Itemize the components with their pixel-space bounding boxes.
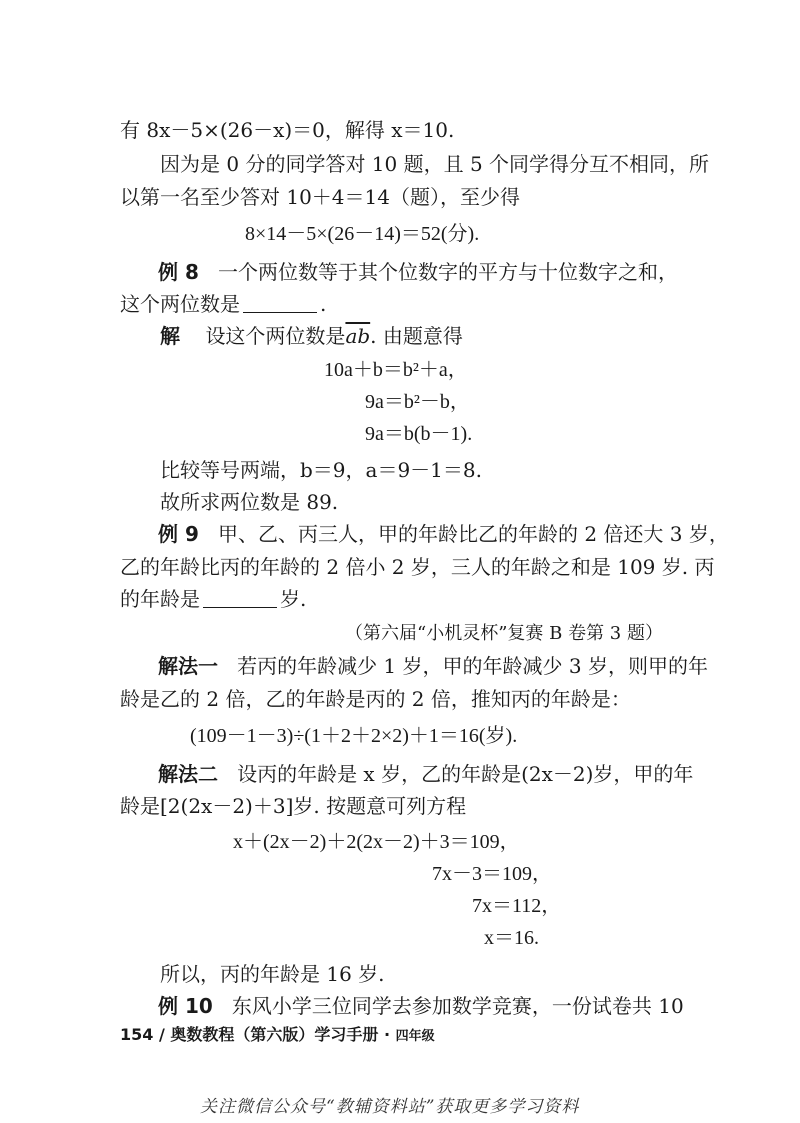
- method-label: 解法一: [158, 654, 218, 678]
- example-text: 东风小学三位同学去参加数学竞赛，一份试卷共 10: [231, 994, 684, 1018]
- equation: (109－1－3)÷(1＋2＋2×2)＋1＝16(岁).: [190, 725, 518, 747]
- example-9: [158, 520, 729, 548]
- example-text: 这个两位数是: [120, 292, 240, 316]
- text-line: 龄是乙的 2 倍，乙的年龄是丙的 2 倍，推知丙的年龄是：: [120, 687, 631, 711]
- text-line: 比较等号两端，b＝9，a＝9－1＝8.: [160, 458, 482, 482]
- equation: 7x＝112，: [472, 895, 562, 917]
- equation: 9a＝b(b－1).: [365, 423, 473, 445]
- method-label: 解法二: [158, 762, 218, 786]
- text-line: 龄是[2(2x－2)＋3]岁. 按题意可列方程: [120, 794, 467, 818]
- example-text: 一个两位数等于其个位数字的平方与十位数字之和，: [217, 260, 678, 284]
- footer-grade: 四年级: [395, 1029, 435, 1044]
- example-text: 甲、乙、丙三人，甲的年龄比乙的年龄的 2 倍还大 3 岁，: [217, 522, 729, 546]
- punctuation: .: [320, 292, 327, 316]
- equation: 10a＋b＝b²＋a，: [324, 359, 468, 381]
- equation: x＝16.: [484, 927, 539, 949]
- page-footer: [120, 1022, 435, 1045]
- example-label: 例 8: [158, 260, 199, 284]
- example-label: 例 10: [158, 994, 213, 1018]
- method-2: [158, 760, 693, 788]
- solution-label: 解: [160, 324, 180, 348]
- solution-line: [160, 322, 463, 350]
- method-1: [158, 652, 708, 680]
- solution-text: . 由题意得: [370, 324, 463, 348]
- text-line: 故所求两位数是 89.: [160, 490, 339, 514]
- text-line: 乙的年龄比丙的年龄的 2 倍小 2 岁，三人的年龄之和是 109 岁. 丙: [120, 555, 715, 579]
- solution-text: 设这个两位数是: [205, 324, 346, 348]
- example-text: 岁.: [280, 587, 307, 611]
- text-line: 以第一名至少答对 10＋4＝14（题），至少得: [120, 185, 520, 209]
- example-10: [158, 992, 684, 1020]
- problem-source: （第六届“小机灵杯”复赛 B 卷第 3 题）: [345, 623, 663, 644]
- footer-text: 154 / 奥数教程（第六版）学习手册 ·: [120, 1025, 396, 1044]
- text-line: 所以，丙的年龄是 16 岁.: [160, 962, 385, 986]
- text-line: 因为是 0 分的同学答对 10 题，且 5 个同学得分互不相同，所: [160, 152, 710, 176]
- equation: 8×14－5×(26－14)＝52(分).: [245, 223, 480, 245]
- text-line: 有 8x－5×(26－x)＝0，解得 x＝10.: [120, 118, 455, 142]
- text-line: [120, 585, 306, 613]
- example-text: 的年龄是: [120, 587, 200, 611]
- equation: 7x－3＝109，: [432, 863, 552, 885]
- example-label: 例 9: [158, 522, 199, 546]
- answer-blank: [243, 292, 317, 313]
- watermark: 关注微信公众号“教辅资料站”获取更多学习资料: [200, 1097, 580, 1117]
- digits-ab: $\overline{ab}$: [345, 324, 371, 348]
- answer-blank: [203, 587, 277, 608]
- equation: 9a＝b²－b，: [365, 391, 470, 413]
- method-text: 设丙的年龄是 x 岁，乙的年龄是(2x－2)岁，甲的年: [237, 762, 694, 786]
- equation: x＋(2x－2)＋2(2x－2)＋3＝109，: [233, 831, 520, 853]
- example-8: [158, 258, 678, 286]
- text-line: [120, 290, 326, 318]
- method-text: 若丙的年龄减少 1 岁，甲的年龄减少 3 岁，则甲的年: [237, 654, 708, 678]
